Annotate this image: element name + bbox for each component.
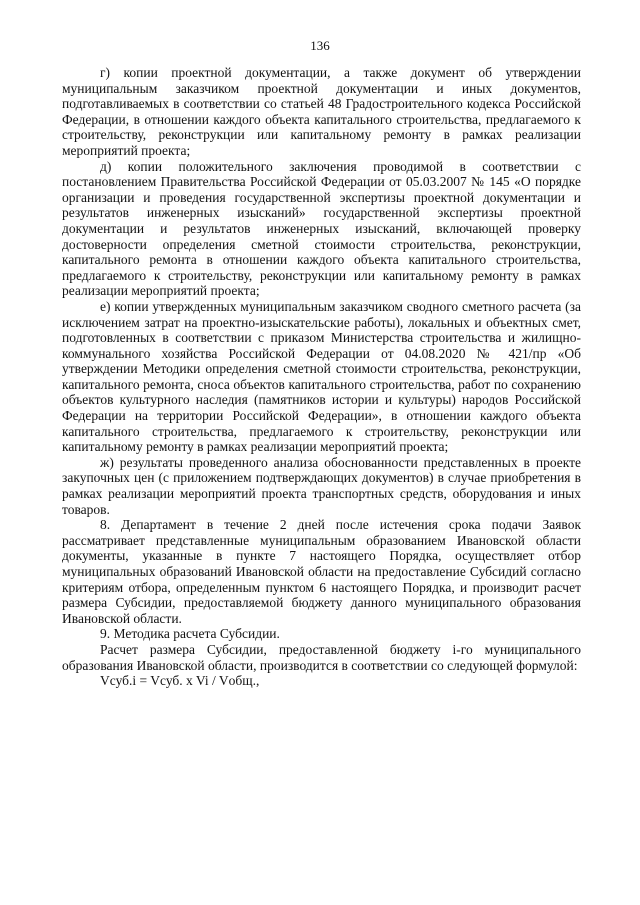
paragraph-d: д) копии положительного заключения проводимой в соответствии с постановлением Правительства Российской Федерации от 05.03.2007 № 145 «О порядке организации и проведения государственной экспертизы проектной документации и результатов инженерных изысканий» государственной экспертизы проектной документации и результатов инженерных изысканий, включающей проверку достоверности определения сметной стоимости строительства, реконструкции, капитального ремонта в отношении каждого объекта капитального строительства, предлагаемого к строительству, реконструкции или капитальному ремонту в рамках реализации мероприятий проекта; — [62, 158, 581, 299]
document-body — [62, 65, 581, 689]
paragraph-9-text: Расчет размера Субсидии, предоставленной бюджету i-го муниципального образования Ивановской области, производится в соответствии со следующей формулой: — [62, 641, 581, 673]
page-number: 136 — [310, 38, 330, 53]
paragraph-e: е) копии утвержденных муниципальным заказчиком сводного сметного расчета (за исключением затрат на проектно-изыскательские работы), локальных и объектных смет, подготовленных в соответствии с приказом Министерства строительства и жилищно-коммунального хозяйства Российской Федерации от 04.08.2020 № 421/пр «Об утверждении Методики определения сметной стоимости строительства, реконструкции, капитального ремонта, сноса объектов капитального строительства, работ по сохранению объектов культурного наследия (памятников истории и культуры) народов Российской Федерации на территории Российской Федерации», в отношении каждого объекта капитального строительства, предлагаемого к строительству, реконструкции или капитальному ремонту в рамках реализации мероприятий проекта; — [62, 298, 581, 455]
formula: Vсуб.i = Vсуб. x Vi / Vобщ., — [100, 673, 260, 689]
paragraph-8: 8. Департамент в течение 2 дней после истечения срока подачи Заявок рассматривает представленные муниципальным образованием Ивановской области документы, указанные в пункте 7 настоящего Порядка, осуществляет отбор муниципальных образований Ивановской области на предоставление Субсидий согласно критериям отбора, определенным пунктом 6 настоящего Порядка, и производит расчет размера Субсидии, предоставляемой бюджету данного муниципального образования Ивановской области. — [62, 517, 581, 626]
paragraph-g: г) копии проектной документации, а также документ об утверждении муниципальным заказчиком проектной документации и иных документов, подготавливаемых в соответствии со статьей 48 Градостроительного кодекса Российской Федерации, в отношении каждого объекта капитального строительства, предлагаемого к строительству, реконструкции или капитальному ремонту в рамках реализации мероприятий проекта; — [62, 65, 581, 158]
paragraph-zh: ж) результаты проведенного анализа обоснованности представленных в проекте закупочных цен (с приложением подтверждающих документов) в случае приобретения в рамках реализации мероприятий проекта транспортных средств, оборудования и иных товаров. — [62, 454, 581, 517]
paragraph-9-heading: 9. Методика расчета Субсидии. — [100, 626, 280, 642]
